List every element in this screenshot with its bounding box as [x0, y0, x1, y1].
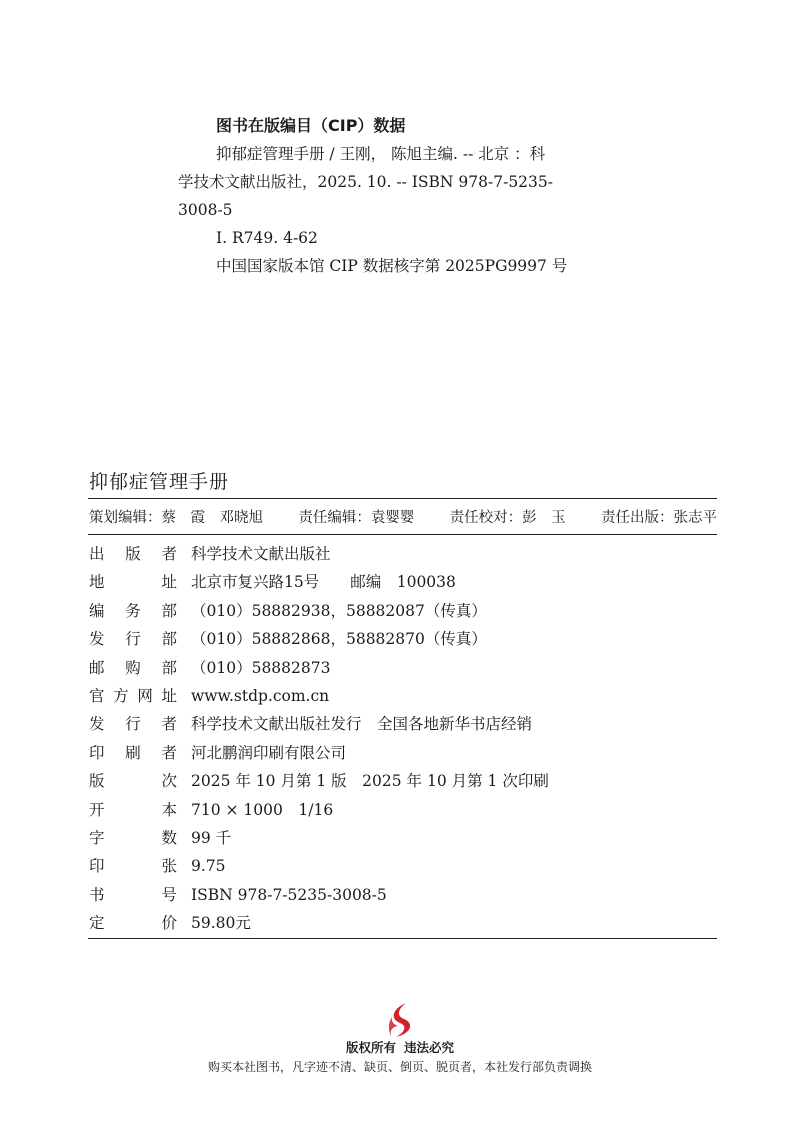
info-label-char: 定	[89, 914, 105, 933]
info-label	[89, 540, 177, 568]
copyright-notice: 购买本社图书，凡字迹不清、缺页、倒页、脱页者，本社发行部负责调换	[207, 1060, 592, 1074]
info-label-char: 务	[125, 601, 141, 620]
info-row	[89, 654, 717, 682]
info-label	[89, 625, 177, 653]
info-row	[89, 739, 717, 767]
info-value: 科学技术文献出版社	[191, 545, 331, 563]
info-value: 99 千	[191, 828, 232, 847]
editor-responsible: 责任编辑：袁婴婴	[298, 510, 415, 526]
info-label-char: 邮	[89, 658, 105, 677]
info-label-char: 部	[161, 658, 177, 677]
publisher-logo-icon	[386, 1001, 416, 1041]
info-label-char: 网	[137, 686, 153, 705]
info-label	[89, 710, 177, 738]
info-label-char: 者	[161, 743, 177, 762]
info-label-char: 行	[125, 715, 141, 734]
info-value: ISBN 978-7-5235-3008-5	[191, 885, 387, 904]
info-row	[89, 824, 717, 852]
info-value: www.stdp.com.cn	[191, 686, 330, 705]
editors-line	[89, 506, 717, 527]
info-value: 9.75	[191, 857, 226, 876]
copyright-left: 版权所有	[345, 1040, 396, 1055]
publication-info-table	[89, 540, 717, 937]
info-label-char: 印	[89, 743, 105, 762]
info-label	[89, 824, 177, 852]
info-label	[89, 796, 177, 824]
cip-line-5: 中国国家版本馆 CIP 数据核字第 2025PG9997 号	[216, 257, 568, 275]
info-row	[89, 710, 717, 738]
divider-top	[88, 498, 717, 499]
info-label-char: 部	[161, 630, 177, 649]
info-label	[89, 597, 177, 625]
editor-proofreading: 责任校对：彭 玉	[449, 510, 566, 526]
info-label	[89, 682, 177, 710]
info-row	[89, 540, 717, 568]
info-label-char: 方	[113, 686, 129, 705]
info-label-char: 发	[89, 630, 105, 649]
info-label	[89, 767, 177, 795]
info-label-char: 刷	[125, 743, 141, 762]
info-row	[89, 881, 717, 909]
info-row	[89, 852, 717, 880]
info-value: 河北鹏润印刷有限公司	[191, 743, 347, 762]
info-value: 59.80元	[191, 914, 251, 933]
info-row	[89, 625, 717, 653]
info-label-char: 价	[161, 914, 177, 933]
info-value: （010）58882868，58882870（传真）	[191, 630, 487, 649]
info-label-char: 字	[89, 828, 105, 847]
info-label-char: 本	[161, 800, 177, 819]
info-row	[89, 568, 717, 596]
info-label	[89, 568, 177, 596]
info-label-char: 开	[89, 800, 105, 819]
book-title: 抑郁症管理手册	[89, 471, 230, 493]
info-value: （010）58882873	[191, 658, 331, 677]
copyright-line	[0, 1038, 800, 1056]
info-label-char: 址	[161, 573, 177, 592]
info-label-char: 发	[89, 715, 105, 734]
cip-line-3: 3008-5	[178, 201, 233, 219]
info-row	[89, 767, 717, 795]
info-row	[89, 909, 717, 937]
info-row	[89, 682, 717, 710]
info-value: 2025 年 10 月第 1 版 2025 年 10 月第 1 次印刷	[191, 772, 549, 791]
cip-line-4: Ⅰ. R749. 4-62	[216, 229, 318, 247]
cip-title: 图书在版编目（CIP）数据	[216, 116, 406, 135]
info-value: （010）58882938，58882087（传真）	[191, 601, 487, 620]
divider-bottom	[88, 938, 717, 939]
info-label-char: 者	[161, 715, 177, 734]
info-row	[89, 597, 717, 625]
info-label	[89, 739, 177, 767]
info-label-char: 者	[161, 545, 177, 563]
copyright-right: 违法必究	[404, 1040, 455, 1055]
cip-line-1: 抑郁症管理手册 / 王刚， 陈旭主编. -- 北京 ：科	[216, 145, 546, 163]
info-label	[89, 654, 177, 682]
info-label-char: 址	[161, 686, 177, 705]
info-label-char: 版	[125, 545, 141, 563]
info-label-char: 印	[89, 857, 105, 876]
info-label-char: 官	[89, 686, 105, 705]
info-value: 科学技术文献出版社发行 全国各地新华书店经销	[191, 715, 533, 734]
info-label-char: 编	[89, 601, 105, 620]
info-value: 北京市复兴路15号 邮编 100038	[191, 573, 456, 592]
info-label-char: 版	[89, 772, 105, 791]
cip-line-2: 学技术文献出版社，2025. 10. -- ISBN 978-7-5235-	[178, 173, 554, 191]
info-label-char: 号	[161, 885, 177, 904]
info-label-char: 购	[125, 658, 141, 677]
info-label	[89, 852, 177, 880]
info-label	[89, 881, 177, 909]
info-label-char: 张	[161, 857, 177, 876]
info-label-char: 书	[89, 885, 105, 904]
editor-publishing: 责任出版：张志平	[600, 510, 717, 526]
info-row	[89, 796, 717, 824]
info-label-char: 部	[161, 601, 177, 620]
cip-block	[178, 112, 628, 280]
info-label	[89, 909, 177, 937]
info-label-char: 行	[125, 630, 141, 649]
info-label-char: 地	[89, 573, 105, 592]
editor-planning: 策划编辑：蔡 霞 邓晓旭	[89, 510, 263, 526]
info-label-char: 数	[161, 828, 177, 847]
info-label-char: 次	[161, 772, 177, 791]
info-value: 710 × 1000 1/16	[191, 800, 334, 819]
info-label-char: 出	[89, 545, 105, 563]
divider-middle	[88, 534, 717, 535]
